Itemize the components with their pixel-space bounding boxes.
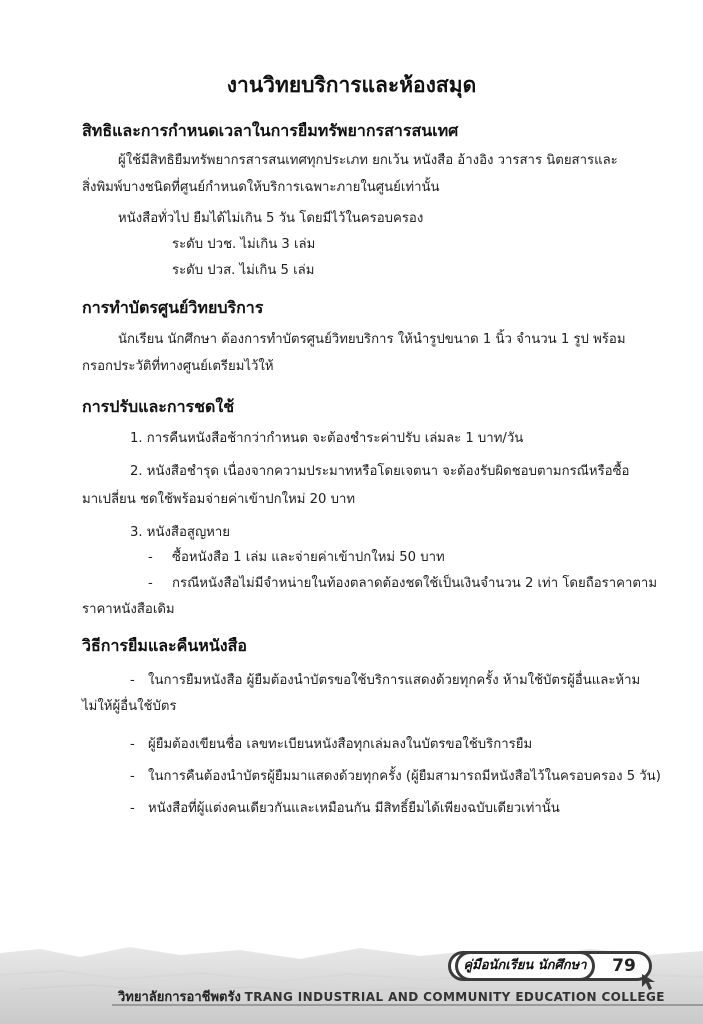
page-title: งานวิทยบริการและห้องสมุด: [226, 73, 477, 97]
handbook-label: คู่มือนักเรียน นักศึกษา: [455, 951, 595, 981]
loan-limit-vocational: ระดับ ปวช. ไม่เกิน 3 เล่ม: [172, 237, 316, 252]
borrow-rule-4: หนังสือที่ผู้แต่งคนเดียวกันและเหมือนกัน มีสิทธิ์ยืมได้เพียงฉบับเดียวเท่านั้น: [148, 801, 560, 816]
section-heading-borrowing-rights: สิทธิและการกำหนดเวลาในการยืมทรัพยากรสารสนเทศ: [82, 121, 459, 140]
bullet-dash: -: [130, 801, 135, 816]
college-name: [118, 989, 665, 1006]
bullet-dash: -: [130, 737, 135, 752]
bullet-dash: -: [130, 769, 135, 784]
bullet-dash: -: [148, 550, 153, 565]
bullet-dash: -: [148, 576, 153, 591]
fine-item-3-sub-1: ซื้อหนังสือ 1 เล่ม และจ่ายค่าเข้าปกใหม่ 50 บาท: [172, 550, 445, 565]
page-number: 79: [612, 956, 636, 976]
section-heading-fines: การปรับและการชดใช้: [82, 397, 235, 416]
loan-rule: หนังสือทั่วไป ยืมได้ไม่เกิน 5 วัน โดยมีไว้ในครอบครอง: [118, 211, 424, 226]
fine-item-3: 3. หนังสือสูญหาย: [130, 525, 231, 540]
paragraph-line: กรอกประวัติที่ทางศูนย์เตรียมไว้ให้: [82, 359, 274, 374]
borrow-rule-3: ในการคืนต้องนำบัตรผู้ยืมมาแสดงด้วยทุกครั้ง (ผู้ยืมสามารถมีหนังสือไว้ในครอบครอง 5 วัน): [148, 769, 661, 784]
paragraph-line: ผู้ใช้มีสิทธิยืมทรัพยากรสารสนเทศทุกประเภท ยกเว้น หนังสือ อ้างอิง วารสาร นิตยสารและ: [118, 153, 618, 168]
fine-item-3-sub-2-continued: ราคาหนังสือเดิม: [82, 602, 175, 617]
paragraph-line: สิ่งพิมพ์บางชนิดที่ศูนย์กำหนดให้บริการเฉพาะภายในศูนย์เท่านั้น: [82, 180, 440, 195]
fine-item-2-continued: มาเปลี่ยน ชดใช้พร้อมจ่ายค่าเข้าปกใหม่ 20 บาท: [82, 492, 356, 507]
college-name-english: TRANG INDUSTRIAL AND COMMUNITY EDUCATION COLLEGE: [244, 990, 665, 1004]
fine-item-3-sub-2: กรณีหนังสือไม่มีจำหน่ายในท้องตลาดต้องชดใช้เป็นเงินจำนวน 2 เท่า โดยถือราคาตาม: [172, 576, 658, 591]
bullet-dash: -: [130, 673, 135, 688]
fine-item-1: 1. การคืนหนังสือช้ากว่ากำหนด จะต้องชำระค่าปรับ เล่มละ 1 บาท/วัน: [130, 431, 524, 446]
paragraph-line: นักเรียน นักศึกษา ต้องการทำบัตรศูนย์วิทยบริการ ให้นำรูปขนาด 1 นิ้ว จำนวน 1 รูป พร้อม: [118, 332, 626, 347]
section-heading-borrow-return: วิธีการยืมและคืนหนังสือ: [82, 636, 247, 655]
borrow-rule-1-continued: ไม่ให้ผู้อื่นใช้บัตร: [82, 699, 177, 714]
college-name-thai: วิทยาลัยการอาชีพตรัง: [118, 990, 241, 1005]
loan-limit-diploma: ระดับ ปวส. ไม่เกิน 5 เล่ม: [172, 263, 315, 278]
borrow-rule-1: ในการยืมหนังสือ ผู้ยืมต้องนำบัตรขอใช้บริการแสดงด้วยทุกครั้ง ห้ามใช้บัตรผู้อื่นและห้าม: [148, 673, 641, 688]
section-heading-library-card: การทำบัตรศูนย์วิทยบริการ: [82, 298, 264, 317]
borrow-rule-2: ผู้ยืมต้องเขียนชื่อ เลขทะเบียนหนังสือทุกเล่มลงในบัตรขอใช้บริการยืม: [148, 737, 533, 752]
fine-item-2: 2. หนังสือชำรุด เนื่องจากความประมาทหรือโดยเจตนา จะต้องรับผิดชอบตามกรณีหรือซื้อ: [130, 464, 630, 479]
